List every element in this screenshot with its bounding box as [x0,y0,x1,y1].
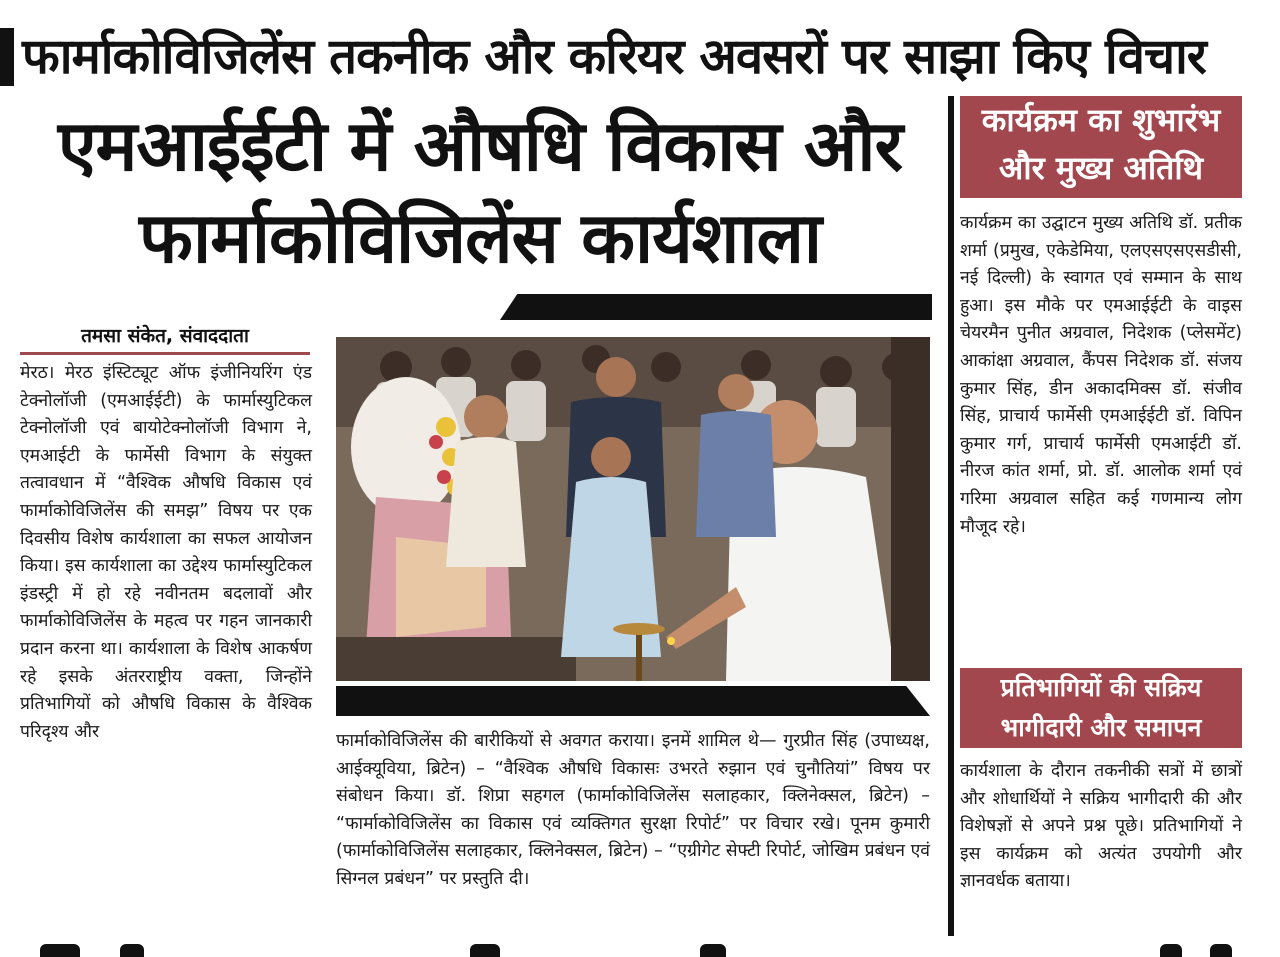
next-article-cut-off [0,944,1280,957]
sidebar-text-inauguration: कार्यक्रम का उद्घाटन मुख्य अतिथि डॉ. प्रतीक शर्मा (प्रमुख, एकेडेमिया, एलएसएसएसडीसी, नई दिल्ली) के स्वागत एवं सम्मान के साथ हुआ। इस मौके पर एमआईईटी के वाइस चेयरमैन पुनीत अग्रवाल, निदेशक (प्लेसमेंट) आकांक्षा अग्रवाल, कैंपस निदेशक डॉ. संजय कुमार सिंह, डीन अकादमिक्स डॉ. संजीव सिंह, प्राचार्य फार्मेसी एमआईईटी डॉ. विपिन कुमार गर्ग, प्राचार्य फार्मेसी एमआईटी डॉ. नीरज कांत शर्मा, प्रो. डॉ. आलोक शर्मा एवं गरिमा अग्रवाल सहित कई गणमान्य लोग मौजूद रहे। [960,213,1242,537]
headline-line-2: फार्माकोविजिलेंस कार्यशाला [138,197,822,279]
headline-line-1: एमआईईटी में औषधि विकास और [57,105,903,187]
byline: तमसा संकेत, संवाददाता [20,322,310,355]
kicker-bar [0,28,14,86]
headline-underline-bar [500,294,932,320]
event-photo-illustration [336,337,930,681]
sidebar-divider [948,96,954,936]
main-headline [20,100,940,284]
event-photo [336,337,930,681]
sidebar-heading-participation: प्रतिभागियों की सक्रिय भागीदारी और समापन [960,668,1242,748]
article-left-column: मेरठ। मेरठ इंस्टिट्यूट ऑफ इंजीनियरिंग एंड टेक्नोलॉजी (एमआईईटी) के फार्मास्युटिकल टेक्नोलॉजी एवं बायोटेक्नोलॉजी विभाग ने, एमआईटी के फार्मेसी विभाग के संयुक्त तत्वावधान में “वैश्विक औषधि विकास एवं फार्माकोविजिलेंस की समझ” विषय पर एक दिवसीय विशेष कार्यशाला का सफल आयोजन किया। इस कार्यशाला का उद्देश्य फार्मास्युटिकल इंडस्ट्री में हो रहे नवीनतम बदलावों और फार्माकोविजिलेंस के महत्व पर गहन जानकारी प्रदान करना था। कार्यशाला के विशेष आकर्षण रहे इसके अंतरराष्ट्रीय वक्ता, जिन्होंने प्रतिभागियों को औषधि विकास के वैश्विक परिदृश्य और [20,363,312,742]
sidebar-heading-inauguration: कार्यक्रम का शुभारंभ और मुख्य अतिथि [960,96,1242,198]
photo-bottom-bar [336,686,930,716]
sidebar-text-participation: कार्यशाला के दौरान तकनीकी सत्रों में छात्रों और शोधार्थियों ने सक्रिय भागीदारी की और विशेषज्ञों से अपने प्रश्न पूछे। प्रतिभागियों ने इस कार्यक्रम को अत्यंत उपयोगी और ज्ञानवर्धक बताया। [960,761,1242,892]
kicker-headline: फार्माकोविजिलेंस तकनीक और करियर अवसरों पर साझा किए विचार [22,28,1206,85]
article-middle-column: फार्माकोविजिलेंस की बारीकियों से अवगत कराया। इनमें शामिल थे— गुरप्रीत सिंह (उपाध्यक्ष, आईक्यूविया, ब्रिटेन) – “वैश्विक औषधि विकासः उभरते रुझान एवं चुनौतियां” विषय पर संबोधन किया। डॉ. शिप्रा सहगल (फार्माकोविजिलेंस सलाहकार, क्लिनेक्सल, ब्रिटेन) – “फार्माकोविजिलेंस का विकास एवं व्यक्तिगत सुरक्षा रिपोर्ट” पर विचार रखे। पूनम कुमारी (फार्माकोविजिलेंस सलाहकार, क्लिनेक्सल, ब्रिटेन) – “एग्रीगेट सेफ्टी रिपोर्ट, जोखिम प्रबंधन एवं सिग्नल प्रबंधन” पर प्रस्तुति दी। [336,731,930,889]
